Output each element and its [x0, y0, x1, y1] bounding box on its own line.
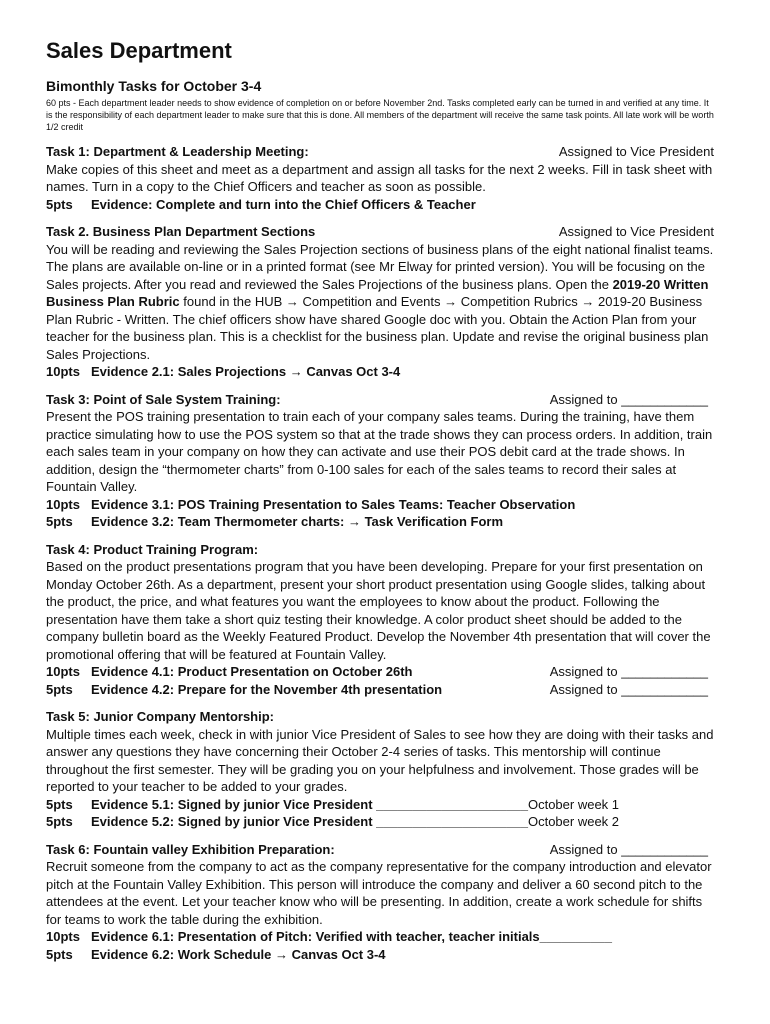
evidence-points: 5pts: [46, 196, 73, 212]
page-subtitle: Bimonthly Tasks for October 3-4: [46, 78, 262, 94]
task-1-body: Make copies of this sheet and meet as a department and assign all tasks for the next 2 weeks. Fill in task sheet with names. Turn in a copy to the Chief Officers and teacher as soon as possible.: [46, 161, 713, 194]
task-3: [46, 391, 714, 531]
task-4-title: Task 4: Product Training Program:: [46, 541, 259, 557]
evidence-text: Evidence 6.2: Work Schedule → Canvas Oct 3-4: [91, 946, 386, 962]
task-2-assigned: Assigned to Vice President: [558, 224, 714, 239]
evidence-assigned: Assigned to ____________: [549, 664, 708, 679]
evidence-text: Evidence 3.1: POS Training Presentation to Sales Teams: Teacher Observation: [91, 496, 576, 512]
task-4-evidence-2: [46, 681, 714, 699]
task-2-body-part-b: found in the HUB → Competition and Events → Competition Rubrics → 2019-20 Business Plan Rubric - Written. The chief officers show have shared Google doc with you. Obtain the Action Plan from your teacher for the business plan. This is a checklist for the business plan. Update and revise the original business plan Sales Projections.: [46, 294, 709, 362]
task-2-title: Task 2. Business Plan Department Sections: [46, 224, 316, 239]
evidence-points: 10pts: [46, 664, 80, 679]
rubric-name: 2019-20 Written Business Plan Rubric: [46, 276, 709, 309]
task-2: [46, 223, 714, 381]
task-6-evidence-2: [46, 946, 714, 964]
task-3-evidence-1: [46, 496, 714, 514]
evidence-points: 5pts: [46, 514, 73, 529]
task-3-body: Present the POS training presentation to train each of your company sales teams. During the training, have them practice simulating how to use the POS system so that at the trade shows they can process orders. In addition, train each sales team in your company on how they can activate and use their POS debit card at the trade shows. In addition, design the “thermometer charts” from 0-100 sales for each of the sales teams to record their sales at Fountain Valley.: [46, 409, 713, 494]
evidence-points: 5pts: [46, 796, 73, 812]
task-6-assigned: Assigned to ____________: [549, 841, 708, 857]
evidence-points: 5pts: [46, 946, 73, 962]
evidence-week: October week 1: [527, 796, 620, 812]
task-2-body-part-a: You will be reading and reviewing the Sales Projection sections of business plans of the eight national finalist teams. The plans are available on-line or in a printed format (see Mr Elway for printed version). You will be focusing on the Sales projects. After you read and reviewed the Sales Projections of the business plans. Open the: [46, 241, 714, 292]
evidence-points: 5pts: [46, 814, 73, 829]
evidence-week: October week 2: [527, 814, 620, 829]
task-5: [46, 708, 714, 831]
task-3-evidence-2: [46, 513, 714, 531]
evidence-text: Evidence 4.2: Prepare for the November 4th presentation: [91, 681, 443, 697]
evidence-text: Evidence 4.1: Product Presentation on October 26th: [91, 664, 413, 679]
task-1-assigned: Assigned to Vice President: [558, 144, 714, 159]
task-1-title: Task 1: Department & Leadership Meeting:: [46, 144, 309, 159]
task-4-body: Based on the product presentations program that you have been developing. Prepare for your first presentation on Monday October 26th. As a department, present your short product presentation using Google slides, talking about the product, the price, and what features you want the employees to know about the product. Following the presentation have them take a short quiz testing their knowledge. A color product sheet should be added to the company bulletin board as the Weekly Featured Product. Develop the November 4th presentation that will cover the promotional offering that will be featured at Fountain Valley.: [46, 559, 711, 662]
task-4: [46, 541, 714, 699]
task-1: [46, 143, 714, 213]
evidence-assigned: Assigned to ____________: [549, 681, 708, 697]
evidence-text: Evidence 6.1: Presentation of Pitch: Verified with teacher, teacher initials__________: [91, 929, 612, 944]
evidence-points: 10pts: [46, 929, 80, 944]
task-4-evidence-1: [46, 663, 714, 681]
task-1-evidence-1: [46, 196, 714, 214]
evidence-text: Evidence 2.1: Sales Projections → Canvas Oct 3-4: [91, 364, 401, 379]
evidence-points: 10pts: [46, 364, 80, 379]
task-6: [46, 841, 714, 964]
task-2-body: [46, 241, 714, 364]
task-6-evidence-1: [46, 928, 714, 946]
evidence-points: 10pts: [46, 496, 80, 512]
task-2-evidence-1: [46, 363, 714, 381]
task-6-title: Task 6: Fountain valley Exhibition Preparation:: [46, 841, 335, 857]
task-3-assigned: Assigned to ____________: [549, 391, 708, 407]
evidence-text: Evidence 5.1: Signed by junior Vice President _____________________: [91, 796, 528, 812]
evidence-text: Evidence 5.2: Signed by junior Vice President _____________________: [91, 814, 528, 829]
page-title: Sales Department: [46, 38, 232, 63]
task-5-evidence-2: [46, 813, 714, 831]
evidence-text: Evidence 3.2: Team Thermometer charts: → Task Verification Form: [91, 514, 504, 529]
task-5-body: Multiple times each week, check in with junior Vice President of Sales to see how they are doing with their tasks and answer any questions they have concerning their October 2-4 series of tasks. This mentorship will continue throughout the first semester. They will be grading you on your helpfulness and involvement. Those grades will be reported to your teacher to be added to your grades.: [46, 726, 714, 794]
evidence-text: Evidence: Complete and turn into the Chief Officers & Teacher: [91, 196, 476, 212]
intro-text: 60 pts - Each department leader needs to show evidence of completion on or before November 2nd. Tasks completed early can be turned in and verified at any time. It is the responsibility of each department leader to make sure that this is done. All members of the department will receive the same task points. All late work will be worth 1/2 credit: [46, 98, 714, 132]
task-3-title: Task 3: Point of Sale System Training:: [46, 391, 281, 407]
task-5-title: Task 5: Junior Company Mentorship:: [46, 709, 275, 724]
task-6-body: Recruit someone from the company to act as the company representative for the company introduction and elevator pitch at the Fountain Valley Exhibition. This person will introduce the company and deliver a 60 second pitch to the attendees at the event. Let your teacher know who will be presenting. In addition, create a work schedule for shifts for teams to work the table during the exhibition.: [46, 859, 712, 927]
evidence-points: 5pts: [46, 681, 73, 697]
task-5-evidence-1: [46, 796, 714, 814]
